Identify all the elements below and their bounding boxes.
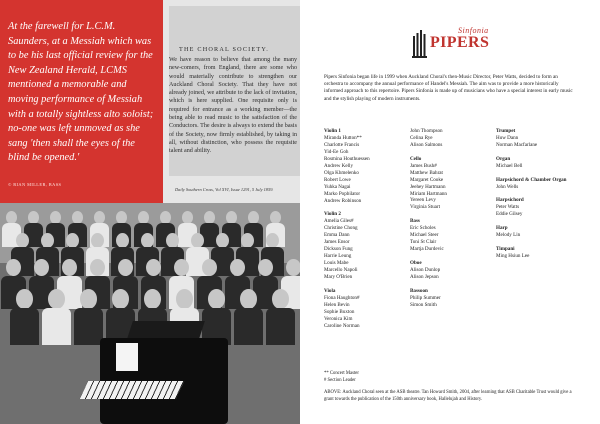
roster-section: [324, 288, 370, 330]
roster-section: [496, 197, 567, 218]
musician-name: Peter Watts: [496, 204, 520, 211]
quote-credit: © RIAN MILLER, BASS: [8, 182, 62, 187]
musician-name: Virginia Stuart: [410, 204, 441, 211]
singer-head: [112, 289, 129, 309]
singer-head: [216, 233, 229, 248]
section-title: Timpani: [496, 245, 515, 252]
singer-body: [234, 308, 263, 345]
musician-name: Miranda Hutton**: [324, 134, 362, 141]
pipers-logo: [412, 26, 532, 62]
newspaper-clipping: [169, 6, 300, 176]
logo-main: PIPERS: [430, 34, 490, 51]
musician-name: Emma Dann: [324, 232, 350, 239]
singer-head: [146, 259, 161, 276]
roster-section: [410, 260, 447, 281]
section-title: Trumpet: [496, 128, 516, 134]
singer-head: [16, 233, 29, 248]
roster-section: [496, 156, 567, 170]
roster-column-2: [410, 128, 447, 315]
singer-head: [240, 289, 257, 309]
musician-name: Michael Steer: [410, 232, 439, 239]
singer-head: [50, 211, 61, 224]
clipping-caption: Daily Southern Cross, Vol XVI, Issue 1291, 5 July 1859.: [175, 187, 274, 192]
clipping-heading: THE CHORAL SOCIETY.: [179, 46, 270, 53]
section-title: Harpsichord: [496, 197, 524, 204]
section-title: Harpsichord & Chamber Organ: [496, 176, 567, 183]
musician-name: Robert Lowe: [324, 176, 351, 183]
singer-body: [74, 308, 103, 345]
musician-name: Andrew Robinson: [324, 197, 362, 204]
musician-name: Miriam Hartmann: [410, 190, 447, 197]
musician-name: Michael Bell: [496, 162, 523, 169]
roster-section: [496, 128, 567, 149]
musician-name: Andrew Kelly: [324, 162, 353, 169]
singer-head: [41, 233, 54, 248]
musician-name: Philip Summer: [410, 294, 441, 301]
section-title: Violin 1: [324, 128, 341, 134]
singer-head: [272, 289, 289, 309]
singer-head: [66, 233, 79, 248]
singer-head: [116, 211, 127, 224]
section-title: Organ: [496, 155, 511, 162]
musician-name: Mary O'Brien: [324, 273, 353, 280]
musician-name: Yid-Ee Goh: [324, 148, 349, 155]
musician-name: Christine Chong: [324, 225, 358, 232]
musician-name: Huw Dann: [496, 134, 519, 141]
singer-head: [80, 289, 97, 309]
musician-name: Yereen Levy: [410, 197, 436, 204]
logo-script: Sinfonia: [458, 26, 489, 35]
musician-name: Alison Dunlop: [410, 266, 441, 273]
musician-name: Alison Salmons: [410, 141, 443, 148]
musician-name: Rosmina Houthuessen: [324, 155, 370, 162]
section-title: Violin 2: [324, 211, 341, 218]
section-title: Bassoon: [410, 287, 428, 294]
musician-name: Caroline Norman: [324, 322, 360, 329]
roster-section: [496, 246, 567, 260]
intro-paragraph: Pipers Sinfonia began life in 1999 when Auckland Choral's then-Music Director, Peter Watts, decided to form an orchestra to accompany the annual performance of Handel's Messiah. The aim was to provide a more historically informed approach to this repertoire. Pipers Sinfonia is made up of musicians who have a special interest in early music and the stylish playing of modern instruments.: [324, 74, 573, 102]
roster-column-1: [324, 128, 370, 336]
musician-name: Norman Macfarlane: [496, 141, 538, 148]
singer-head: [241, 233, 254, 248]
singer-head: [16, 289, 33, 309]
singer-head: [91, 233, 104, 248]
musician-name: Louis Mabe: [324, 260, 349, 267]
musician-name: Eddie Gilsey: [496, 211, 523, 218]
clipping-area: [163, 0, 300, 203]
singer-head: [94, 211, 105, 224]
musician-name: Marcello Napoli: [324, 267, 358, 273]
musician-name: Matthew Bahrat: [410, 169, 443, 176]
music-sheet: [116, 343, 138, 371]
quote-panel: [0, 0, 163, 203]
section-title: Cello: [410, 155, 422, 162]
singer-head: [28, 211, 39, 224]
singer-head: [266, 233, 279, 248]
roster-notes: [324, 371, 359, 384]
singer-head: [182, 211, 193, 224]
quote-text: At the farewell for L.C.M. Saunders, at a Messiah which was to be his last official review for the New Zealand Herald, LCMS mentioned a memorable and moving performance of Messiah with a totally sightless alto soloist; no-one was left unmoved as she sang 'then shall the eyes of the blind be opened.': [8, 21, 154, 164]
roster-section: [324, 128, 370, 204]
singer-head: [208, 289, 225, 309]
singer-head: [226, 211, 237, 224]
singer-head: [6, 211, 17, 224]
musician-name: James Bush#: [410, 162, 437, 169]
musician-name: Marko Popbilator: [324, 190, 361, 197]
singer-head: [191, 233, 204, 248]
singer-head: [116, 233, 129, 248]
musician-name: Amelia Giles#: [324, 218, 354, 225]
clipping-body: We have reason to believe that among the many new-comers, from England, there are some who would materially contribute to strengthen our Auckland Choral Society. That they have not already joined, we attribute to the lack of invitation, which is here supplied. One requisite only is required for entrance as a working member—the being able to read music to the satisfaction of the Conductors. The desire is always to extend the basis of the Society, now firmly established, by taking in all, without distinction, who possess the requisite talent and ability.: [169, 57, 297, 155]
section-title: Bass: [410, 218, 420, 225]
musician-name: Olga Khmelenko: [324, 169, 359, 176]
musician-name: Helen Bevin: [324, 301, 350, 308]
singer-head: [286, 259, 300, 276]
musician-name: Margaret Cooke: [410, 176, 444, 183]
singer-head: [138, 211, 149, 224]
musician-name: Melody Lin: [496, 232, 521, 239]
musician-name: Ming Hsiun Lee: [496, 252, 530, 259]
singer-body: [266, 308, 295, 345]
singer-head: [160, 211, 171, 224]
singer-head: [248, 211, 259, 224]
section-title: Oboe: [410, 259, 422, 266]
musician-name: John Thompson: [410, 128, 443, 134]
musician-name: Veronica Kim: [324, 315, 353, 322]
roster-section: [410, 128, 447, 149]
musician-name: James Ensor: [324, 239, 350, 246]
choir-photo: [0, 203, 300, 424]
note-section-leader: # Section Leader: [324, 377, 356, 383]
singer-head: [144, 289, 161, 309]
photo-credits: ABOVE: Auckland Choral seen at the ASB theatre. Tan Howard Smith, 2004, after learning that ASB Charitable Trust would give a grant towards the publication of the 150th anniversary book, Hallelujah and History.: [324, 390, 572, 402]
roster-section: [410, 156, 447, 212]
musician-name: Fiona Haughton#: [324, 294, 360, 301]
musician-name: Sophie Buxton: [324, 308, 355, 315]
musician-name: Martja Durdevic: [410, 246, 444, 253]
singer-body: [10, 308, 39, 345]
roster-column-3: [496, 128, 567, 267]
singer-head: [270, 211, 281, 224]
singer-head: [72, 211, 83, 224]
musician-name: Charlotte Francis: [324, 141, 360, 148]
roster-section: [496, 225, 567, 239]
section-title: Viola: [324, 287, 336, 294]
singer-head: [48, 289, 65, 309]
musician-name: Harrie Leung: [324, 253, 352, 260]
roster-section: [496, 177, 567, 191]
musician-name: Celina Rye: [410, 134, 433, 141]
musician-name: Dickson Fung: [324, 246, 353, 253]
roster-section: [410, 288, 447, 309]
piano-keys: [80, 381, 184, 399]
roster-section: [410, 218, 447, 253]
roster-section: [324, 211, 370, 281]
musician-name: Simon Smith: [410, 301, 437, 308]
musician-name: John Wells: [496, 183, 519, 190]
singer-head: [204, 211, 215, 224]
singer-head: [166, 233, 179, 248]
singer-head: [141, 233, 154, 248]
singer-body: [42, 308, 71, 345]
musician-name: Eric Scholes: [410, 225, 436, 232]
note-concert-master: ** Concert Master: [324, 371, 359, 376]
musician-name: Yuhka Nagai: [324, 183, 351, 190]
musician-name: Toni St Clair: [410, 239, 437, 246]
pipes-logo-icon: [412, 30, 428, 58]
musician-name: Jeehey Hartmann: [410, 183, 446, 190]
section-title: Harp: [496, 225, 508, 232]
musician-name: Alison Jepson: [410, 273, 439, 280]
singer-head: [176, 289, 193, 309]
